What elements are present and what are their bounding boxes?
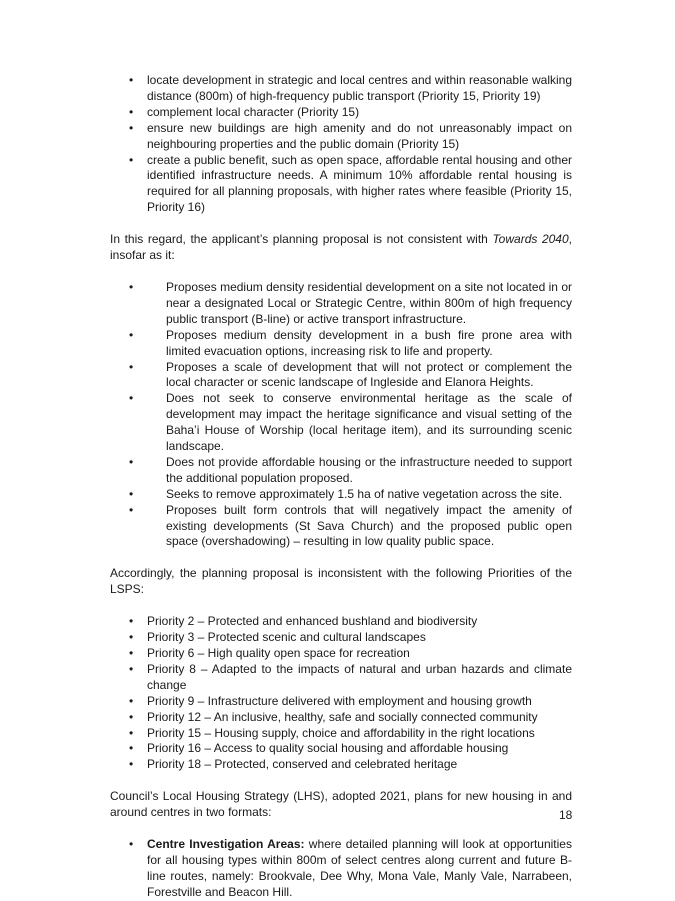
bullet-icon: •: [129, 486, 134, 501]
list-item-text: Seeks to remove approximately 1.5 ha of native vegetation across the site.: [166, 486, 563, 501]
bullet-icon: •: [129, 327, 134, 342]
list-item-text: Proposes built form controls that will negatively impact the amenity of existing developments (St Sava Church) and the proposed public open space (overshadowing) – resulting in low quality public space.: [166, 502, 572, 549]
bullet-icon: •: [129, 693, 134, 708]
list-item-text: Proposes a scale of development that will not protect or complement the local character or scenic landscape of Ingleside and Elanora Heights.: [166, 359, 572, 390]
bullet-icon: •: [129, 120, 134, 135]
page-number: 18: [559, 808, 573, 822]
bullet-icon: •: [129, 73, 134, 87]
lsps-paragraph: Accordingly, the planning proposal is inconsistent with the following Priorities of the LSPS:: [110, 566, 572, 597]
list-item: [110, 121, 572, 153]
list-item: [110, 710, 572, 726]
list-item-text: Priority 3 – Protected scenic and cultural landscapes: [147, 630, 426, 645]
list-item: [110, 646, 572, 662]
list-item: [110, 328, 572, 360]
list-item-text: Priority 9 – Infrastructure delivered with employment and housing growth: [147, 693, 532, 708]
bullet-icon: •: [129, 104, 134, 119]
lhs-bullet-list: [110, 837, 572, 901]
bullet-icon: •: [129, 391, 134, 406]
list-item-text: Priority 12 – An inclusive, healthy, safe and socially connected community: [147, 709, 538, 724]
bullet-icon: •: [129, 359, 134, 374]
list-item-text: Priority 6 – High quality open space for recreation: [147, 646, 410, 660]
list-item-text: ensure new buildings are high amenity and do not unreasonably impact on neighbouring properties and the public domain (Priority 15): [147, 120, 572, 151]
list-item-text: complement local character (Priority 15): [147, 104, 360, 119]
list-item-text: Priority 2 – Protected and enhanced bushland and biodiversity: [147, 614, 478, 629]
list-item: [110, 614, 572, 630]
bullet-icon: •: [129, 614, 134, 629]
inconsistency-bullet-list: [110, 280, 572, 550]
list-item-text: Proposes medium density development in a bush fire prone area with limited evacuation options, increasing risk to life and property.: [166, 327, 572, 358]
list-item: [110, 360, 572, 392]
list-item-heading: Centre Investigation Areas:: [147, 837, 305, 852]
list-item-text: Does not provide affordable housing or the infrastructure needed to support the additional population proposed.: [166, 454, 572, 485]
bullet-icon: •: [129, 152, 134, 167]
list-item-text: Proposes medium density residential development on a site not located in or near a designated Local or Strategic Centre, within 800m of high frequency public transport (B-line) or active transport infrastructure.: [166, 279, 572, 326]
list-item-text: Does not seek to conserve environmental heritage as the scale of development may impact the heritage significance and visual setting of the Baha’i House of Worship (local heritage item), and its surrounding scenic landscape.: [166, 391, 572, 454]
bullet-icon: •: [129, 646, 134, 660]
list-item-text: Priority 15 – Housing supply, choice and affordability in the right locations: [147, 725, 535, 740]
list-item: [110, 503, 572, 551]
list-item: [110, 105, 572, 121]
list-item: [110, 153, 572, 217]
bullet-icon: •: [129, 757, 134, 772]
paragraph-text: , insofar as it:: [110, 232, 572, 263]
document-page: [110, 73, 572, 901]
bullet-icon: •: [129, 454, 134, 469]
list-item: [110, 280, 572, 328]
list-item: [110, 391, 572, 455]
bullet-icon: •: [129, 279, 134, 294]
list-item-text: locate development in strategic and local centres and within reasonable walking distance (800m) of high-frequency public transport (Priority 15, Priority 19): [147, 73, 572, 103]
bullet-icon: •: [129, 630, 134, 645]
list-item: [110, 662, 572, 694]
list-item: [110, 73, 572, 105]
list-item: [110, 455, 572, 487]
bullet-icon: •: [129, 709, 134, 724]
list-item: [110, 837, 572, 901]
regard-paragraph: [110, 232, 572, 264]
bullet-icon: •: [129, 725, 134, 740]
list-item: [110, 694, 572, 710]
list-item: [110, 487, 572, 503]
list-item-text: Priority 8 – Adapted to the impacts of natural and urban hazards and climate change: [147, 661, 572, 692]
list-item: [110, 630, 572, 646]
priority-bullet-list: [110, 614, 572, 773]
intro-bullet-list: [110, 73, 572, 216]
bullet-icon: •: [129, 661, 134, 676]
bullet-icon: •: [129, 741, 134, 756]
list-item: [110, 741, 572, 757]
lhs-paragraph: Council’s Local Housing Strategy (LHS), adopted 2021, plans for new housing in and around centres in two formats:: [110, 789, 572, 820]
paragraph-text: In this regard, the applicant’s planning proposal is not consistent with: [110, 232, 493, 247]
list-item-text: Priority 18 – Protected, conserved and celebrated heritage: [147, 757, 458, 772]
list-item-text: create a public benefit, such as open space, affordable rental housing and other identified infrastructure needs. A minimum 10% affordable rental housing is required for all planning proposals, with higher rates where feasible (Priority 15, Priority 16): [147, 152, 572, 215]
list-item-text: Priority 16 – Access to quality social housing and affordable housing: [147, 741, 509, 756]
list-item-text: where detailed planning will look at opportunities for all housing types within 800m of select centres along current and future B-line routes, namely: Brookvale, Dee Why, Mona Vale, Manly Vale, Narrabeen, Forestville and Beacon Hill.: [147, 837, 572, 899]
document-title-italic: Towards 2040: [492, 232, 569, 247]
bullet-icon: •: [129, 837, 134, 852]
list-item: [110, 757, 572, 773]
list-item: [110, 726, 572, 742]
bullet-icon: •: [129, 502, 134, 517]
